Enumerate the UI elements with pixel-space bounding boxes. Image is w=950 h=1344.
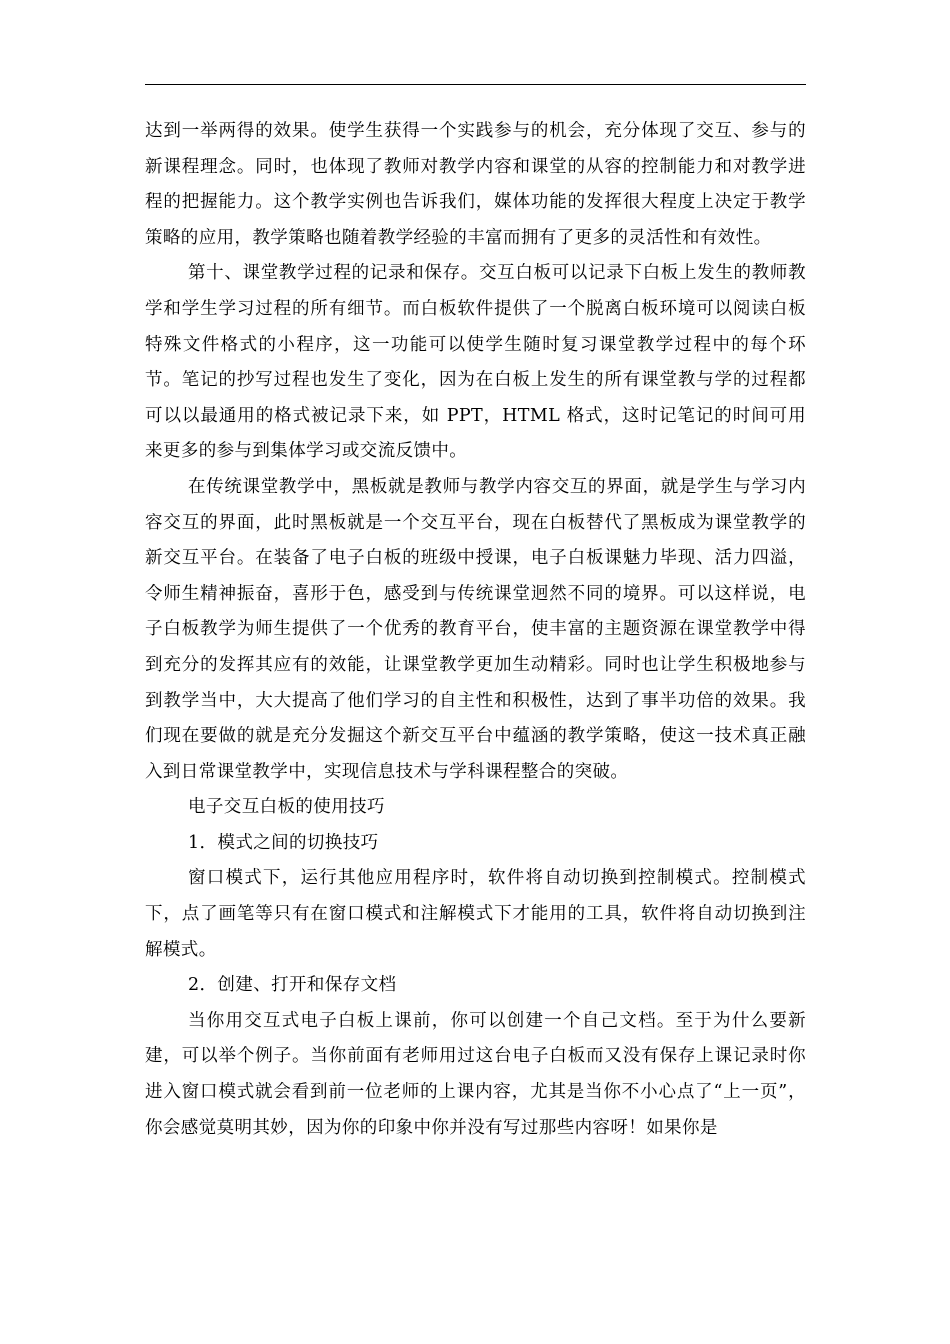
paragraph-mode-switching: 窗口模式下，运行其他应用程序时，软件将自动切换到控制模式。控制模式下，点了画笔等只有在窗口模式和注解模式下才能用的工具，软件将自动切换到注解模式。: [145, 868, 806, 960]
subheading-documents: 2．创建、打开和保存文档: [188, 975, 397, 996]
paragraph-traditional-classroom: 在传统课堂教学中，黑板就是教师与教学内容交互的界面，就是学生与学习内容交互的界面，此时黑板就是一个交互平台，现在白板替代了黑板成为课堂教学的新交互平台。在装备了电子白板的班级中授课，电子白板课魅力毕现、活力四溢，令师生精神振奋，喜形于色，感受到与传统课堂迥然不同的境界。可以这样说，电子白板教学为师生提供了一个优秀的教育平台，使丰富的主题资源在课堂教学中得到充分的发挥其应有的效能，让课堂教学更加生动精彩。同时也让学生积极地参与到教学当中，大大提高了他们学习的自主性和积极性，达到了事半功倍的效果。我们现在要做的就是充分发掘这个新交互平台中蕴涵的教学策略，使这一技术真正融入到日常课堂教学中，实现信息技术与学科课程整合的突破。: [145, 476, 806, 782]
document-body: [145, 114, 806, 1146]
paragraph-section-ten: 第十、课堂教学过程的记录和保存。交互白板可以记录下白板上发生的教师教学和学生学习过程的所有细节。而白板软件提供了一个脱离白板环境可以阅读白板特殊文件格式的小程序，这一功能可以使学生随时复习课堂教学过程中的每个环节。笔记的抄写过程也发生了变化，因为在白板上发生的所有课堂教与学的过程都可以以最通用的格式被记录下来，如 PPT，HTML 格式，这时记笔记的时间可用来更多的参与到集体学习或交流反馈中。: [145, 263, 806, 462]
subheading-mode-switching: 1．模式之间的切换技巧: [188, 832, 379, 853]
paragraph-continuation: 达到一举两得的效果。使学生获得一个实践参与的机会，充分体现了交互、参与的新课程理念。同时，也体现了教师对教学内容和课堂的从容的控制能力和对教学进程的把握能力。这个教学实例也告诉我们，媒体功能的发挥很大程度上决定于教学策略的应用，教学策略也随着教学经验的丰富而拥有了更多的灵活性和有效性。: [145, 121, 806, 248]
paragraph-documents: 当你用交互式电子白板上课前，你可以创建一个自己文档。至于为什么要新建，可以举个例子。当你前面有老师用过这台电子白板而又没有保存上课记录时你进入窗口模式就会看到前一位老师的上课内容，尤其是当你不小心点了“上一页”，你会感觉莫明其妙，因为你的印象中你并没有写过那些内容呀！如果你是: [145, 1010, 806, 1138]
section-heading-usage-tips: 电子交互白板的使用技巧: [188, 797, 385, 818]
header-rule: [145, 84, 806, 85]
